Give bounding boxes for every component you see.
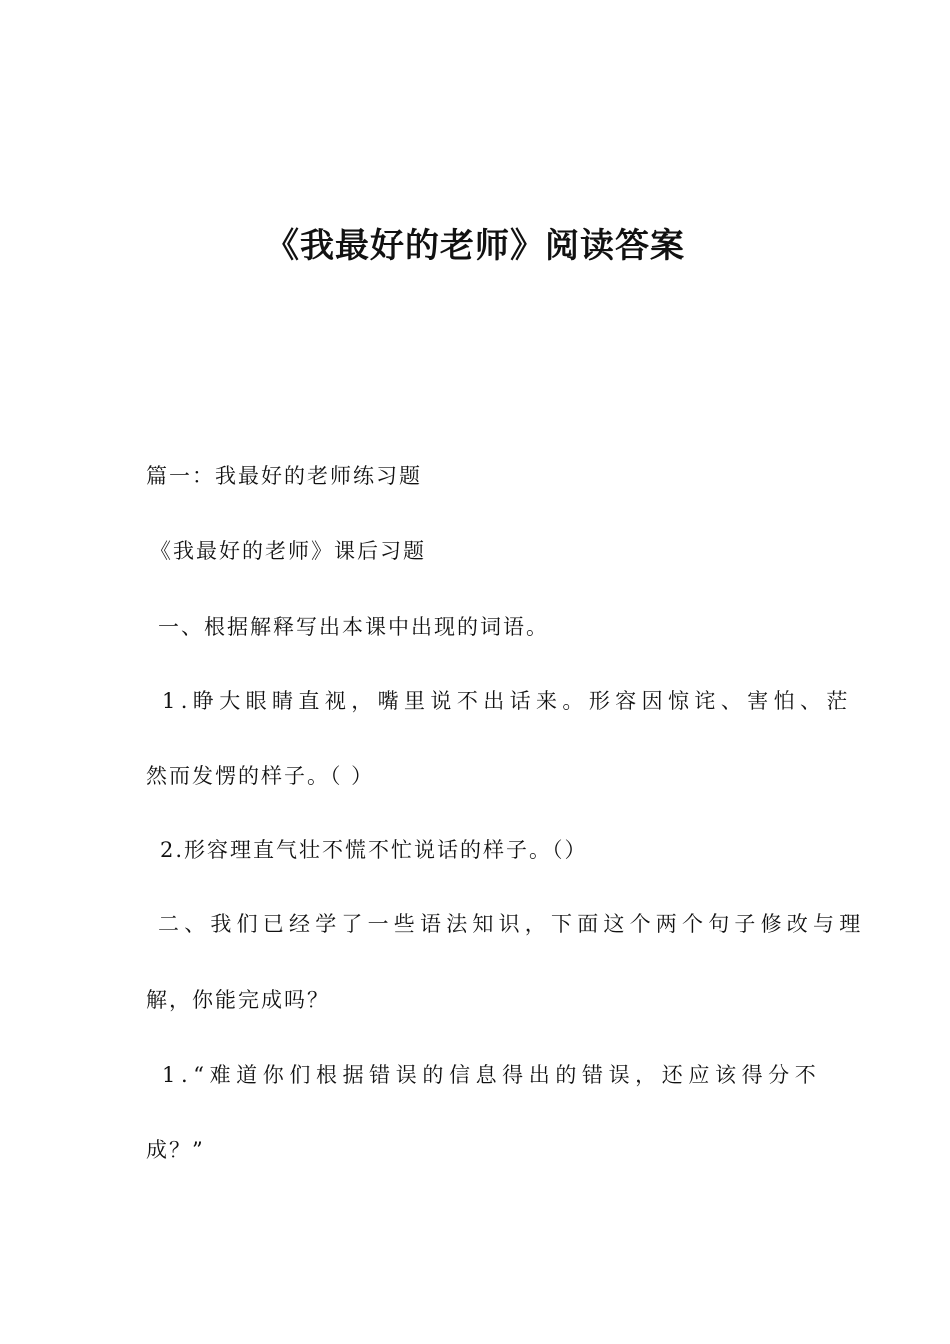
item-1-line-2: 然而发愣的样子。（ ） <box>146 764 375 788</box>
document-title: 《我最好的老师》阅读答案 <box>265 226 685 266</box>
question-two-heading-1: 二、我们已经学了一些语法知识，下面这个两个句子修改与理 <box>158 912 866 936</box>
question-two-heading-2: 解，你能完成吗？ <box>146 988 330 1012</box>
sentence-1-line-1: 1.“难道你们根据错误的信息得出的错误，还应该得分不 <box>162 1063 822 1087</box>
sentence-1-line-2: 成？” <box>146 1138 205 1162</box>
section-heading: 篇一：我最好的老师练习题 <box>146 464 422 488</box>
item-2: 2.形容理直气壮不慌不忙说话的样子。（） <box>160 838 588 862</box>
question-one-heading: 一、根据解释写出本课中出现的词语。 <box>158 615 549 639</box>
subtitle: 《我最好的老师》课后习题 <box>150 539 426 563</box>
item-1-line-1: 1.睁大眼睛直视，嘴里说不出话来。形容因惊诧、害怕、茫 <box>162 689 853 713</box>
